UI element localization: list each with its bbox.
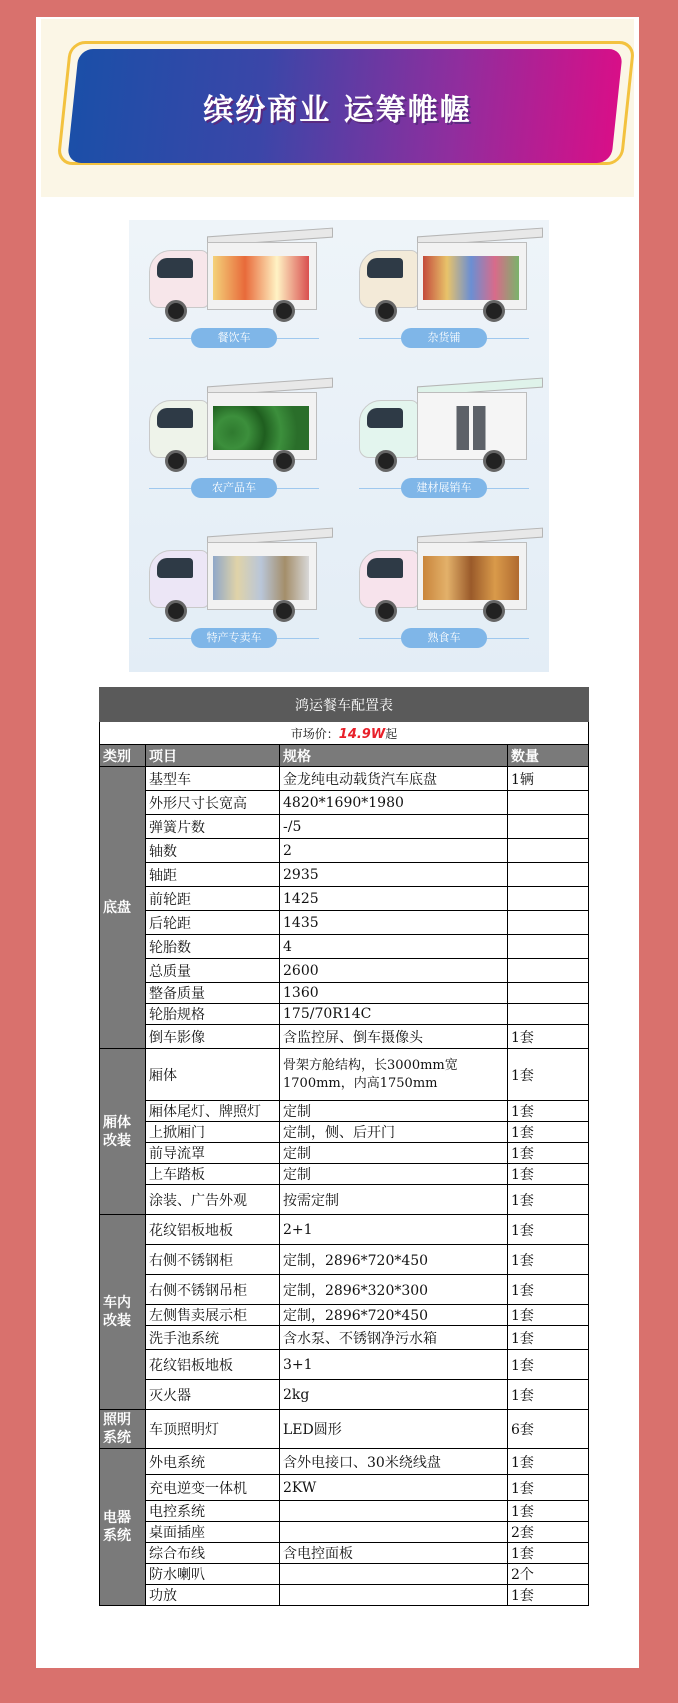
qty-cell: 1套 <box>508 1122 589 1143</box>
item-cell: 右侧不锈钢柜 <box>146 1245 280 1275</box>
banner <box>41 19 634 197</box>
catalog-label: 杂货铺 <box>401 328 487 348</box>
table-row <box>100 1185 589 1215</box>
table-row <box>100 839 589 863</box>
qty-cell: 1套 <box>508 1380 589 1410</box>
table-row <box>100 935 589 959</box>
spec-cell: 定制，侧、后开门 <box>280 1122 508 1143</box>
item-cell: 轴数 <box>146 839 280 863</box>
catalog-cell-4 <box>339 370 549 520</box>
table-row <box>100 911 589 935</box>
item-cell: 总质量 <box>146 959 280 983</box>
table-row <box>100 1143 589 1164</box>
table-title: 鸿运餐车配置表 <box>100 688 589 722</box>
spec-cell: LED圆形 <box>280 1410 508 1449</box>
spec-cell: 含电控面板 <box>280 1543 508 1564</box>
qty-cell <box>508 935 589 959</box>
qty-cell: 1套 <box>508 1475 589 1501</box>
item-cell: 上掀厢门 <box>146 1122 280 1143</box>
item-cell: 花纹铝板地板 <box>146 1215 280 1245</box>
qty-cell: 1套 <box>508 1025 589 1049</box>
qty-cell: 1套 <box>508 1215 589 1245</box>
truck-illustration <box>141 228 331 323</box>
qty-cell: 2套 <box>508 1522 589 1543</box>
category-cell: 车内改装 <box>100 1215 146 1410</box>
truck-illustration <box>351 528 541 623</box>
table-row <box>100 1245 589 1275</box>
qty-cell: 1套 <box>508 1350 589 1380</box>
table-row <box>100 1501 589 1522</box>
item-cell: 前轮距 <box>146 887 280 911</box>
qty-cell <box>508 911 589 935</box>
table-row <box>100 959 589 983</box>
spec-cell: 定制，2896*720*450 <box>280 1305 508 1326</box>
spec-cell <box>280 1585 508 1606</box>
qty-cell <box>508 1004 589 1025</box>
spec-cell: 2935 <box>280 863 508 887</box>
table-row <box>100 1380 589 1410</box>
qty-cell <box>508 887 589 911</box>
spec-cell <box>280 1564 508 1585</box>
item-cell: 涂装、广告外观 <box>146 1185 280 1215</box>
category-cell: 电器系统 <box>100 1449 146 1606</box>
table-row <box>100 1004 589 1025</box>
qty-cell: 1套 <box>508 1501 589 1522</box>
table-row <box>100 1522 589 1543</box>
truck-illustration <box>351 378 541 473</box>
item-cell: 整备质量 <box>146 983 280 1004</box>
banner-title: 缤纷商业 运筹帷幄 <box>203 93 472 128</box>
spec-cell: 定制，2896*720*450 <box>280 1245 508 1275</box>
price-line <box>100 722 589 745</box>
item-cell: 左侧售卖展示柜 <box>146 1305 280 1326</box>
price-suffix: 起 <box>385 726 398 741</box>
header-item: 项目 <box>146 745 280 767</box>
truck-illustration <box>141 378 331 473</box>
item-cell: 功放 <box>146 1585 280 1606</box>
qty-cell: 1套 <box>508 1449 589 1475</box>
spec-cell: 按需定制 <box>280 1185 508 1215</box>
table-row <box>100 887 589 911</box>
truck-illustration <box>351 228 541 323</box>
qty-cell: 1套 <box>508 1305 589 1326</box>
spec-cell: 含监控屏、倒车摄像头 <box>280 1025 508 1049</box>
spec-cell: 含外电接口、30米绕线盘 <box>280 1449 508 1475</box>
spec-cell: 定制 <box>280 1143 508 1164</box>
table-row <box>100 983 589 1004</box>
category-cell: 厢体改装 <box>100 1049 146 1215</box>
spec-cell <box>280 1501 508 1522</box>
table-row <box>100 863 589 887</box>
spec-cell: -/5 <box>280 815 508 839</box>
table-row <box>100 1164 589 1185</box>
qty-cell: 1套 <box>508 1275 589 1305</box>
table-row <box>100 791 589 815</box>
spec-cell: 3+1 <box>280 1350 508 1380</box>
qty-cell: 1套 <box>508 1049 589 1101</box>
item-cell: 电控系统 <box>146 1501 280 1522</box>
item-cell: 前导流罩 <box>146 1143 280 1164</box>
item-cell: 轮胎规格 <box>146 1004 280 1025</box>
table-row <box>100 1049 589 1101</box>
qty-cell: 2个 <box>508 1564 589 1585</box>
qty-cell: 1套 <box>508 1543 589 1564</box>
qty-cell: 1套 <box>508 1101 589 1122</box>
spec-cell: 4 <box>280 935 508 959</box>
item-cell: 车顶照明灯 <box>146 1410 280 1449</box>
table-row <box>100 1449 589 1475</box>
item-cell: 综合布线 <box>146 1543 280 1564</box>
item-cell: 厢体尾灯、牌照灯 <box>146 1101 280 1122</box>
table-row <box>100 1585 589 1606</box>
qty-cell: 1套 <box>508 1245 589 1275</box>
table-row <box>100 1564 589 1585</box>
table-row <box>100 815 589 839</box>
spec-cell: 1360 <box>280 983 508 1004</box>
truck-catalog-image <box>129 220 549 672</box>
qty-cell <box>508 959 589 983</box>
catalog-cell-1 <box>129 220 339 370</box>
qty-cell <box>508 815 589 839</box>
spec-cell: 定制 <box>280 1101 508 1122</box>
qty-cell: 1套 <box>508 1143 589 1164</box>
table-row <box>100 1101 589 1122</box>
table-row <box>100 1350 589 1380</box>
item-cell: 灭火器 <box>146 1380 280 1410</box>
item-cell: 倒车影像 <box>146 1025 280 1049</box>
qty-cell <box>508 839 589 863</box>
catalog-cell-6 <box>339 520 549 670</box>
catalog-label: 特产专卖车 <box>191 628 277 648</box>
table-row <box>100 767 589 791</box>
qty-cell <box>508 983 589 1004</box>
qty-cell: 6套 <box>508 1410 589 1449</box>
item-cell: 防水喇叭 <box>146 1564 280 1585</box>
table-row <box>100 1326 589 1350</box>
qty-cell: 1套 <box>508 1164 589 1185</box>
item-cell: 轮胎数 <box>146 935 280 959</box>
spec-cell: 含水泵、不锈钢净污水箱 <box>280 1326 508 1350</box>
item-cell: 厢体 <box>146 1049 280 1101</box>
item-cell: 上车踏板 <box>146 1164 280 1185</box>
category-cell: 照明系统 <box>100 1410 146 1449</box>
qty-cell <box>508 791 589 815</box>
table-row <box>100 1215 589 1245</box>
spec-cell: 金龙纯电动载货汽车底盘 <box>280 767 508 791</box>
spec-cell: 定制，2896*320*300 <box>280 1275 508 1305</box>
item-cell: 后轮距 <box>146 911 280 935</box>
price-value: 14.9W <box>338 726 386 742</box>
spec-cell: 骨架方舱结构，长3000mm宽1700mm，内高1750mm <box>280 1049 508 1101</box>
catalog-label: 餐饮车 <box>191 328 277 348</box>
catalog-label: 熟食车 <box>401 628 487 648</box>
category-cell: 底盘 <box>100 767 146 1049</box>
catalog-cell-2 <box>339 220 549 370</box>
table-row <box>100 1410 589 1449</box>
item-cell: 充电逆变一体机 <box>146 1475 280 1501</box>
config-table <box>99 687 589 1606</box>
qty-cell: 1辆 <box>508 767 589 791</box>
spec-cell: 1435 <box>280 911 508 935</box>
catalog-cell-5 <box>129 520 339 670</box>
table-row <box>100 1475 589 1501</box>
table-row <box>100 1025 589 1049</box>
qty-cell: 1套 <box>508 1585 589 1606</box>
item-cell: 轴距 <box>146 863 280 887</box>
qty-cell: 1套 <box>508 1185 589 1215</box>
item-cell: 右侧不锈钢吊柜 <box>146 1275 280 1305</box>
header-spec: 规格 <box>280 745 508 767</box>
table-row <box>100 1543 589 1564</box>
spec-cell: 4820*1690*1980 <box>280 791 508 815</box>
item-cell: 花纹铝板地板 <box>146 1350 280 1380</box>
spec-cell: 2 <box>280 839 508 863</box>
spec-cell: 175/70R14C <box>280 1004 508 1025</box>
header-qty: 数量 <box>508 745 589 767</box>
spec-cell: 定制 <box>280 1164 508 1185</box>
table-row <box>100 1122 589 1143</box>
spec-cell: 2600 <box>280 959 508 983</box>
spec-cell: 2+1 <box>280 1215 508 1245</box>
spec-cell <box>280 1522 508 1543</box>
item-cell: 洗手池系统 <box>146 1326 280 1350</box>
item-cell: 桌面插座 <box>146 1522 280 1543</box>
spec-cell: 2kg <box>280 1380 508 1410</box>
catalog-cell-3 <box>129 370 339 520</box>
truck-illustration <box>141 528 331 623</box>
table-row <box>100 1275 589 1305</box>
catalog-label: 建材展销车 <box>401 478 487 498</box>
table-row <box>100 1305 589 1326</box>
spec-cell: 1425 <box>280 887 508 911</box>
item-cell: 外电系统 <box>146 1449 280 1475</box>
header-category: 类别 <box>100 745 146 767</box>
item-cell: 外形尺寸长宽高 <box>146 791 280 815</box>
item-cell: 基型车 <box>146 767 280 791</box>
catalog-label: 农产品车 <box>191 478 277 498</box>
qty-cell: 1套 <box>508 1326 589 1350</box>
qty-cell <box>508 863 589 887</box>
item-cell: 弹簧片数 <box>146 815 280 839</box>
spec-cell: 2KW <box>280 1475 508 1501</box>
price-prefix: 市场价： <box>290 726 339 741</box>
